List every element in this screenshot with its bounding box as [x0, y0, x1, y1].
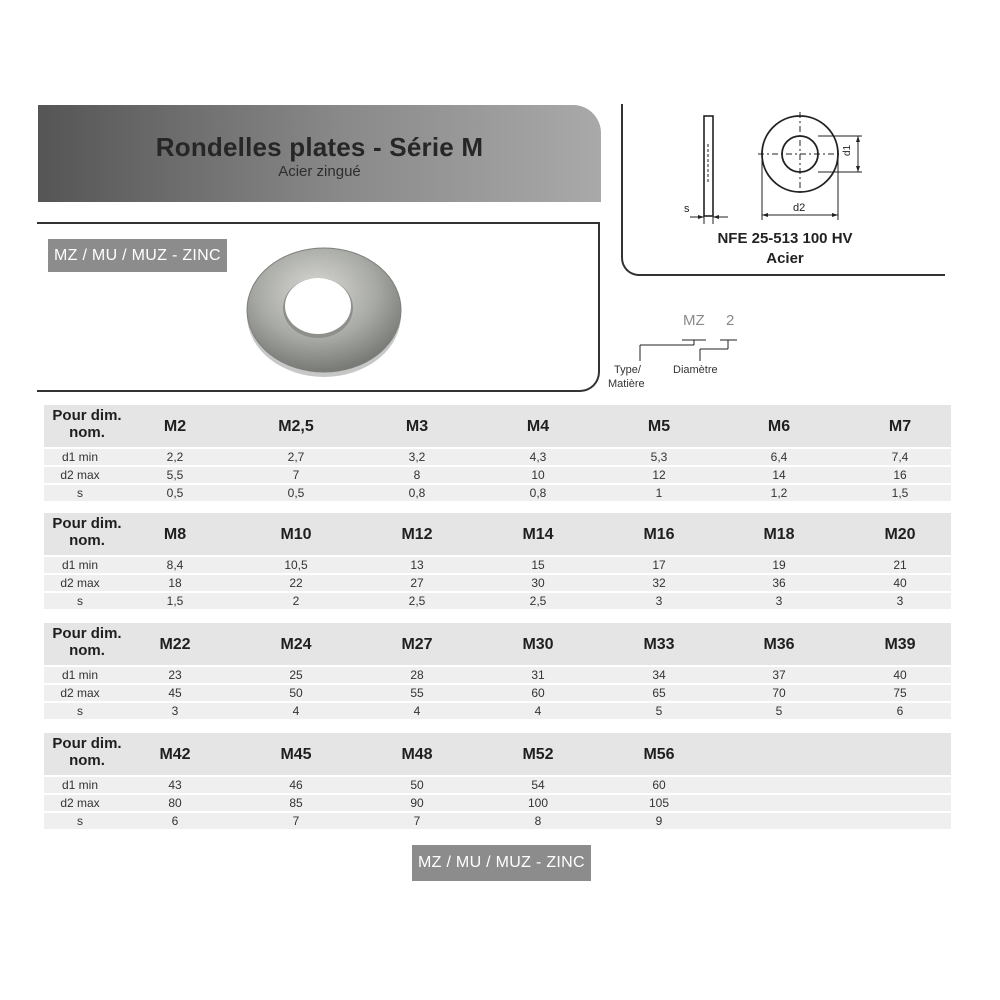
- designation-diameter-label: Diamètre: [673, 364, 718, 376]
- value-cell: 0,8: [408, 486, 426, 500]
- value-cell: 7: [292, 814, 300, 828]
- value-cell: 2,2: [166, 450, 184, 464]
- size-cell: M42: [159, 746, 191, 763]
- row-label: d1 min: [61, 450, 99, 464]
- norm-reference: NFE 25-513 100 HV: [717, 230, 853, 247]
- header-row-label: Pour dim. nom.: [52, 515, 122, 549]
- value-cell: 5: [775, 704, 783, 718]
- table-header-row: [44, 405, 951, 447]
- value-cell: 40: [893, 668, 907, 682]
- thickness-row: [44, 593, 951, 609]
- value-cell: 30: [531, 576, 545, 590]
- size-cell: M45: [280, 746, 312, 763]
- label-s: s: [684, 203, 690, 215]
- value-cell: 1: [655, 486, 663, 500]
- row-label: s: [77, 704, 83, 718]
- size-cell: M22: [159, 636, 191, 653]
- value-cell: 17: [652, 558, 666, 572]
- label-d1: d1: [842, 144, 853, 156]
- size-cell: M20: [884, 526, 916, 543]
- thickness-row: [44, 485, 951, 501]
- value-cell: 1,5: [891, 486, 909, 500]
- size-cell: M18: [763, 526, 795, 543]
- value-cell: 5: [655, 704, 663, 718]
- value-cell: 12: [652, 468, 666, 482]
- size-cell: M33: [643, 636, 675, 653]
- size-cell: M16: [643, 526, 675, 543]
- value-cell: 4,3: [529, 450, 547, 464]
- washer-photo-icon: [244, 246, 404, 380]
- value-cell: 32: [652, 576, 666, 590]
- value-cell: 65: [652, 686, 666, 700]
- size-cell: M30: [522, 636, 554, 653]
- value-cell: 50: [410, 778, 424, 792]
- value-cell: 19: [772, 558, 786, 572]
- value-cell: 8: [534, 814, 542, 828]
- row-label: d2 max: [60, 796, 100, 810]
- value-cell: 60: [652, 778, 666, 792]
- value-cell: 6: [171, 814, 179, 828]
- row-label: s: [77, 814, 83, 828]
- size-cell: M6: [767, 418, 791, 435]
- size-cell: M10: [280, 526, 312, 543]
- value-cell: 40: [893, 576, 907, 590]
- value-cell: 6,4: [770, 450, 788, 464]
- size-cell: M5: [647, 418, 671, 435]
- material-badge-top: MZ / MU / MUZ - ZINC: [48, 239, 227, 272]
- row-label: d1 min: [61, 558, 99, 572]
- value-cell: 85: [289, 796, 303, 810]
- value-cell: 4: [292, 704, 300, 718]
- value-cell: 100: [527, 796, 549, 810]
- material-label: Acier: [766, 250, 804, 267]
- value-cell: 34: [652, 668, 666, 682]
- row-label: d1 min: [61, 778, 99, 792]
- value-cell: 8: [413, 468, 421, 482]
- value-cell: 80: [168, 796, 182, 810]
- page-subtitle: Acier zingué: [278, 163, 361, 180]
- value-cell: 22: [289, 576, 303, 590]
- value-cell: 23: [168, 668, 182, 682]
- row-label: d2 max: [60, 468, 100, 482]
- table-header-row: [44, 733, 951, 775]
- table-header-row: [44, 513, 951, 555]
- washer-drawing: [676, 108, 876, 228]
- value-cell: 46: [289, 778, 303, 792]
- value-cell: 43: [168, 778, 182, 792]
- value-cell: 10,5: [284, 558, 308, 572]
- page-title: Rondelles plates - Série M: [155, 132, 484, 162]
- header-row-label: Pour dim. nom.: [52, 625, 122, 659]
- value-cell: 0,8: [529, 486, 547, 500]
- size-table-block: [44, 623, 951, 719]
- value-cell: 31: [531, 668, 545, 682]
- size-cell: M7: [888, 418, 912, 435]
- value-cell: 27: [410, 576, 424, 590]
- value-cell: 50: [289, 686, 303, 700]
- label-d2: d2: [793, 202, 806, 214]
- value-cell: 4: [413, 704, 421, 718]
- value-cell: 6: [896, 704, 904, 718]
- value-cell: 7: [413, 814, 421, 828]
- size-cell: M24: [280, 636, 312, 653]
- size-cell: M27: [401, 636, 433, 653]
- designation-code-type: MZ: [683, 312, 705, 329]
- value-cell: 1,2: [770, 486, 788, 500]
- value-cell: 7,4: [891, 450, 909, 464]
- size-cell: M2,5: [278, 418, 314, 435]
- d2-max-row: [44, 795, 951, 811]
- value-cell: 4: [534, 704, 542, 718]
- thickness-row: [44, 813, 951, 829]
- value-cell: 5,5: [166, 468, 184, 482]
- d2-max-row: [44, 467, 951, 483]
- value-cell: 7: [292, 468, 300, 482]
- d2-max-row: [44, 685, 951, 701]
- thickness-row: [44, 703, 951, 719]
- size-cell: M3: [405, 418, 429, 435]
- value-cell: 3: [775, 594, 783, 608]
- value-cell: 5,3: [650, 450, 668, 464]
- value-cell: 105: [648, 796, 670, 810]
- value-cell: 3: [896, 594, 904, 608]
- value-cell: 55: [410, 686, 424, 700]
- value-cell: 14: [772, 468, 786, 482]
- value-cell: 25: [289, 668, 303, 682]
- row-label: s: [77, 486, 83, 500]
- value-cell: 3: [655, 594, 663, 608]
- d1-min-row: [44, 667, 951, 683]
- size-table-block: [44, 733, 951, 829]
- value-cell: 2,7: [287, 450, 305, 464]
- value-cell: 45: [168, 686, 182, 700]
- designation-material-label: Matière: [608, 378, 645, 390]
- value-cell: 18: [168, 576, 182, 590]
- value-cell: 0,5: [287, 486, 305, 500]
- size-cell: M8: [163, 526, 187, 543]
- value-cell: 54: [531, 778, 545, 792]
- header-row-label: Pour dim. nom.: [52, 407, 122, 441]
- value-cell: 0,5: [166, 486, 184, 500]
- size-table-block: [44, 513, 951, 609]
- value-cell: 28: [410, 668, 424, 682]
- value-cell: 16: [893, 468, 907, 482]
- value-cell: 10: [531, 468, 545, 482]
- row-label: s: [77, 594, 83, 608]
- header-row-label: Pour dim. nom.: [52, 735, 122, 769]
- table-header-row: [44, 623, 951, 665]
- value-cell: 2: [292, 594, 300, 608]
- value-cell: 9: [655, 814, 663, 828]
- size-cell: M52: [522, 746, 554, 763]
- designation-code-diameter: 2: [726, 312, 735, 329]
- size-cell: M39: [884, 636, 916, 653]
- row-label: d2 max: [60, 686, 100, 700]
- d1-min-row: [44, 449, 951, 465]
- material-badge-bottom: MZ / MU / MUZ - ZINC: [412, 845, 591, 881]
- size-cell: M36: [763, 636, 795, 653]
- value-cell: 3: [171, 704, 179, 718]
- value-cell: 2,5: [408, 594, 426, 608]
- value-cell: 70: [772, 686, 786, 700]
- size-cell: M4: [526, 418, 550, 435]
- value-cell: 36: [772, 576, 786, 590]
- designation-type-label: Type/: [614, 364, 641, 376]
- d2-max-row: [44, 575, 951, 591]
- designation-connector: [600, 305, 750, 365]
- value-cell: 60: [531, 686, 545, 700]
- value-cell: 1,5: [166, 594, 184, 608]
- value-cell: 37: [772, 668, 786, 682]
- row-label: d2 max: [60, 576, 100, 590]
- value-cell: 2,5: [529, 594, 547, 608]
- size-cell: M12: [401, 526, 433, 543]
- size-table-block: [44, 405, 951, 501]
- value-cell: 90: [410, 796, 424, 810]
- value-cell: 21: [893, 558, 907, 572]
- value-cell: 75: [893, 686, 907, 700]
- d1-min-row: [44, 557, 951, 573]
- size-cell: M48: [401, 746, 433, 763]
- d1-min-row: [44, 777, 951, 793]
- value-cell: 3,2: [408, 450, 426, 464]
- value-cell: 13: [410, 558, 424, 572]
- row-label: d1 min: [61, 668, 99, 682]
- size-cell: M56: [643, 746, 675, 763]
- size-cell: M14: [522, 526, 554, 543]
- value-cell: 15: [531, 558, 545, 572]
- size-cell: M2: [163, 418, 187, 435]
- value-cell: 8,4: [166, 558, 184, 572]
